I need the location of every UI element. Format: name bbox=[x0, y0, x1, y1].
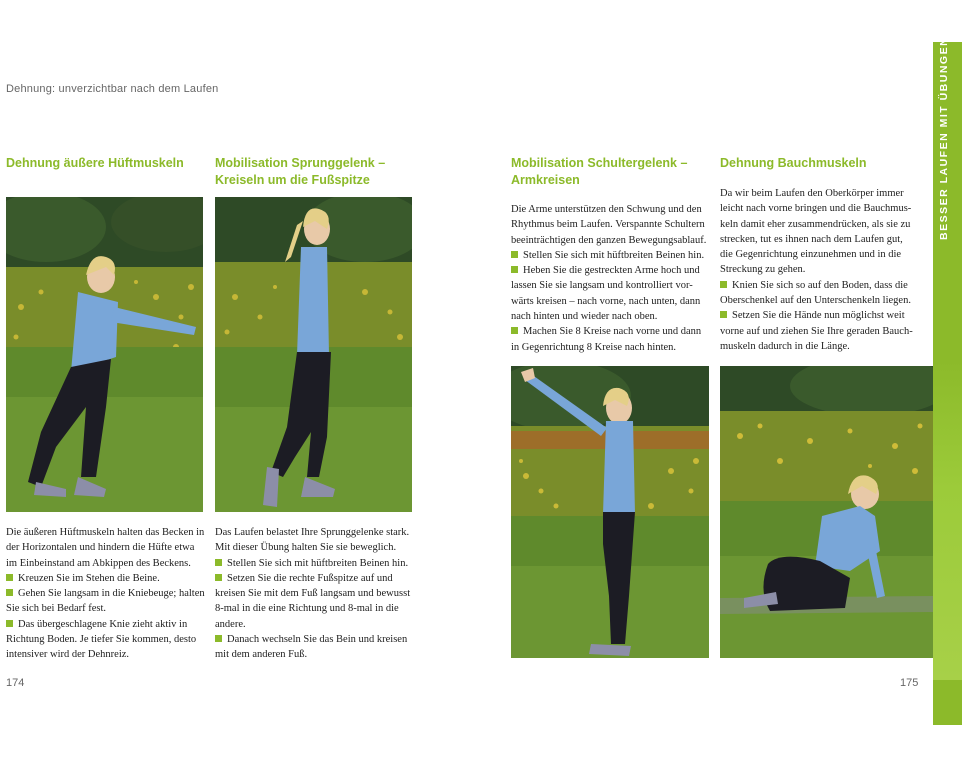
bullet-text: Knien Sie sich so auf den Boden, dass die bbox=[732, 279, 908, 291]
bullet-text: Setzen Sie die Hände nun möglichst weit bbox=[732, 310, 905, 322]
bullet-item bbox=[6, 571, 206, 586]
bullet-line: Richtung Boden. Je tiefer Sie kommen, desto bbox=[6, 634, 197, 646]
bullet-text: Setzen Sie die rechte Fußspitze auf und bbox=[227, 572, 393, 584]
text-huefte bbox=[6, 525, 206, 663]
bullet-line: kreisen Sie mit dem Fuß langsam und bewusst bbox=[215, 588, 411, 600]
bullet-square-icon bbox=[6, 620, 13, 627]
text-sprunggelenk bbox=[215, 525, 415, 663]
bullet-line: vorne auf und ziehen Sie Ihre geraden Bauch- bbox=[720, 325, 913, 337]
intro-line: im Einbeinstand am Abkippen des Beckens. bbox=[6, 557, 191, 569]
bullet-line: lassen Sie sie langsam und kontrolliert vor- bbox=[511, 280, 693, 292]
bullet-line: in Gegenrichtung 8 Kreise nach hinten. bbox=[511, 341, 677, 353]
text-schulter bbox=[511, 202, 716, 355]
bullet-line: andere. bbox=[215, 618, 246, 630]
intro-line: Die äußeren Hüftmuskeln halten das Becken in bbox=[6, 527, 205, 538]
bullet-line: nach hinten und wieder nach oben. bbox=[511, 311, 658, 323]
intro-line: Streckung zu gehen. bbox=[720, 264, 806, 276]
intro-line: Da wir beim Laufen den Oberkörper immer bbox=[720, 188, 904, 199]
section-title: Dehnung Bauchmuskeln bbox=[720, 156, 867, 170]
bullet-square-icon bbox=[215, 559, 222, 566]
section-bauch bbox=[720, 155, 920, 172]
bullet-item bbox=[511, 324, 716, 339]
side-tab-label: BESSER LAUFEN MIT ÜBUNGEN bbox=[938, 36, 950, 240]
bullet-line: mit dem anderen Fuß. bbox=[215, 649, 308, 661]
photo-ankle-mobilisation bbox=[215, 197, 412, 512]
intro-line: Rhythmus beim Laufen. Verspannte Schultern bbox=[511, 219, 705, 231]
bullet-item bbox=[720, 308, 925, 323]
bullet-text: Heben Sie die gestreckten Arme hoch und bbox=[523, 265, 700, 277]
bullet-item bbox=[215, 571, 415, 586]
bullet-text: Kreuzen Sie im Stehen die Beine. bbox=[18, 572, 160, 584]
bullet-text: Danach wechseln Sie das Bein und kreisen bbox=[227, 634, 408, 646]
section-title: Mobilisation Sprunggelenk – bbox=[215, 156, 386, 170]
page-number-right: 175 bbox=[900, 677, 919, 689]
photo-hip-stretch bbox=[6, 197, 203, 512]
intro-line: beeinträchtigen den ganzen Bewegungsablauf. bbox=[511, 234, 707, 246]
page-number-left: 174 bbox=[6, 677, 25, 689]
bullet-text: Das übergeschlagene Knie zieht aktiv in bbox=[18, 618, 188, 630]
bullet-item bbox=[6, 586, 206, 601]
bullet-line: intensiver wird der Dehnreiz. bbox=[6, 649, 130, 661]
intro-line: keln damit eher zusammendrücken, als sie zu bbox=[720, 218, 911, 230]
section-title: Dehnung äußere Hüftmuskeln bbox=[6, 156, 184, 170]
bullet-line: muskeln dadurch in die Länge. bbox=[720, 340, 850, 352]
photo-abdominal-stretch bbox=[720, 366, 933, 658]
bullet-text: Stellen Sie sich mit hüftbreiten Beinen hin. bbox=[227, 557, 409, 569]
bullet-text: Machen Sie 8 Kreise nach vorne und dann bbox=[523, 326, 702, 338]
section-title: Mobilisation Schultergelenk – bbox=[511, 156, 688, 170]
bullet-item bbox=[215, 632, 415, 647]
bullet-line: Sie sich bei Bedarf fest. bbox=[6, 603, 107, 615]
bullet-item bbox=[720, 278, 925, 293]
bullet-line: wärts kreisen – nach vorne, nach unten, dann bbox=[511, 295, 701, 307]
section-huefte bbox=[6, 155, 206, 172]
bullet-line: 8-mal in die eine Richtung und 8-mal in die bbox=[215, 603, 399, 615]
bullet-item bbox=[215, 556, 415, 571]
text-bauch bbox=[720, 186, 925, 354]
section-title: Kreiseln um die Fußspitze bbox=[215, 173, 370, 187]
bullet-square-icon bbox=[511, 251, 518, 258]
side-tab-gradient bbox=[933, 360, 962, 680]
bullet-square-icon bbox=[215, 574, 222, 581]
section-sprunggelenk bbox=[215, 155, 415, 189]
intro-line: Das Laufen belastet Ihre Sprunggelenke stark. bbox=[215, 527, 410, 538]
bullet-square-icon bbox=[511, 266, 518, 273]
running-head: Dehnung: unverzichtbar nach dem Laufen bbox=[6, 83, 219, 95]
intro-line: strecken, tut es ihnen nach dem Laufen gut, bbox=[720, 233, 903, 245]
bullet-text: Gehen Sie langsam in die Kniebeuge; halten bbox=[18, 588, 205, 600]
bullet-square-icon bbox=[720, 281, 727, 288]
bullet-square-icon bbox=[215, 635, 222, 642]
intro-line: leicht nach vorne bringen und die Bauchmus- bbox=[720, 203, 912, 215]
intro-line: die Gegenrichtung einzunehmen und in die bbox=[720, 249, 902, 261]
bullet-item bbox=[6, 617, 206, 632]
intro-line: Mit dieser Übung halten Sie sie beweglich. bbox=[215, 542, 397, 554]
bullet-line: Oberschenkel auf den Unterschenkeln liegen. bbox=[720, 295, 911, 307]
bullet-item bbox=[511, 248, 716, 263]
bullet-square-icon bbox=[511, 327, 518, 334]
section-title: Armkreisen bbox=[511, 173, 580, 187]
photo-arm-circles bbox=[511, 366, 709, 658]
bullet-square-icon bbox=[6, 589, 13, 596]
bullet-square-icon bbox=[720, 311, 727, 318]
bullet-square-icon bbox=[6, 574, 13, 581]
intro-line: Die Arme unterstützen den Schwung und den bbox=[511, 204, 702, 215]
bullet-text: Stellen Sie sich mit hüftbreiten Beinen hin. bbox=[523, 249, 705, 261]
section-schulter bbox=[511, 155, 711, 189]
bullet-item bbox=[511, 263, 716, 278]
intro-line: der Horizontalen und hindern die Hüfte etwa bbox=[6, 542, 195, 554]
